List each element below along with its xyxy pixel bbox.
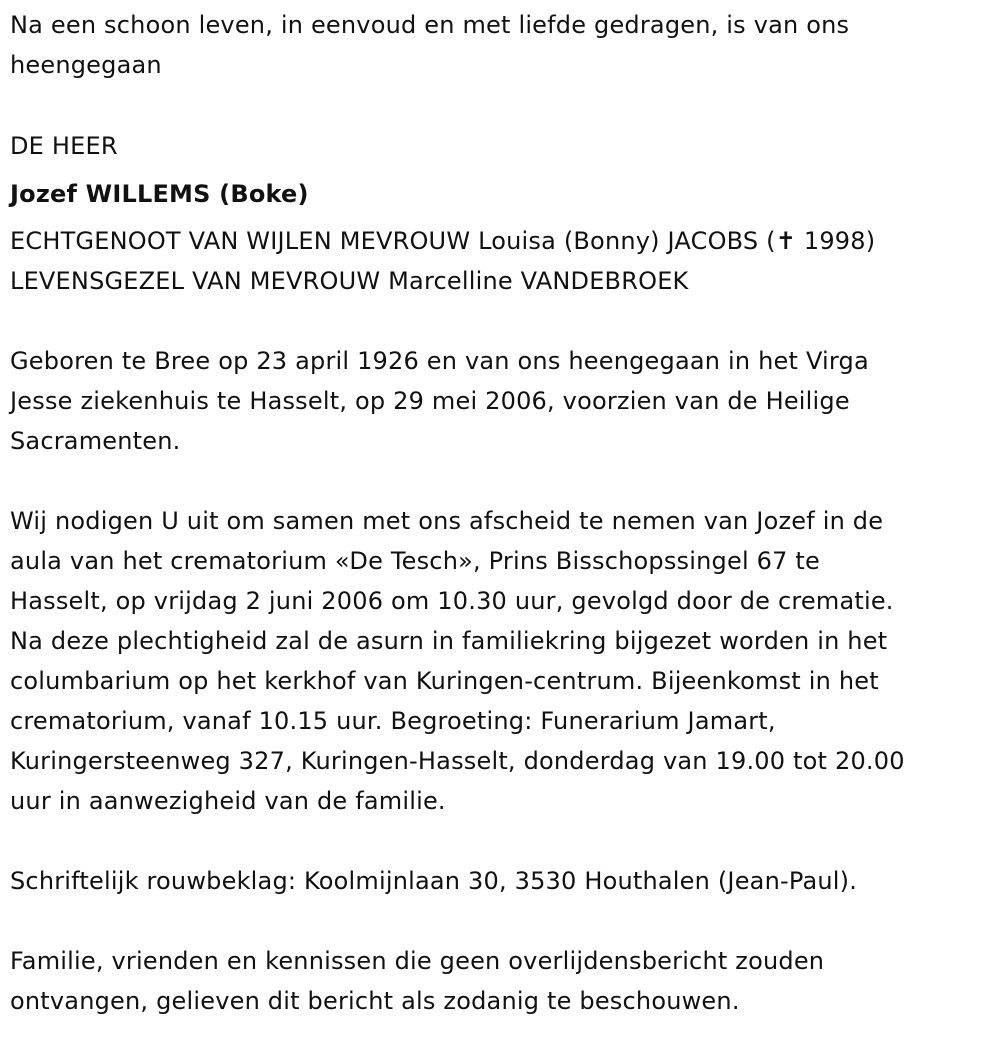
partner-line: LEVENSGEZEL VAN MEVROUW Marcelline VANDEBROEK	[10, 267, 689, 295]
ceremony-line-5: columbarium op het kerkhof van Kuringen-centrum. Bijeenkomst in het	[10, 667, 879, 695]
intro-line-1: Na een schoon leven, in eenvoud en met liefde gedragen, is van ons	[10, 11, 850, 39]
condolence-line: Schriftelijk rouwbeklag: Koolmijnlaan 30, 3530 Houthalen (Jean-Paul).	[10, 867, 858, 895]
ceremony-line-8: uur in aanwezigheid van de familie.	[10, 787, 446, 815]
ceremony-line-1: Wij nodigen U uit om samen met ons afscheid te nemen van Jozef in de	[10, 507, 884, 535]
ceremony-line-6: crematorium, vanaf 10.15 uur. Begroeting: Funerarium Jamart,	[10, 707, 776, 735]
title-heading: DE HEER	[10, 132, 118, 160]
ceremony-line-3: Hasselt, op vrijdag 2 juni 2006 om 10.30 uur, gevolgd door de crematie.	[10, 587, 894, 615]
birth-line-2: Jesse ziekenhuis te Hasselt, op 29 mei 2006, voorzien van de Heilige	[10, 387, 850, 415]
closing-line-2: ontvangen, gelieven dit bericht als zodanig te beschouwen.	[10, 987, 740, 1015]
closing-line-1: Familie, vrienden en kennissen die geen overlijdensbericht zouden	[10, 947, 825, 975]
deceased-name: Jozef WILLEMS (Boke)	[10, 180, 309, 208]
ceremony-line-2: aula van het crematorium «De Tesch», Prins Bisschopssingel 67 te	[10, 547, 820, 575]
ceremony-line-4: Na deze plechtigheid zal de asurn in familiekring bijgezet worden in het	[10, 627, 888, 655]
birth-line-3: Sacramenten.	[10, 427, 181, 455]
spouse-line: ECHTGENOOT VAN WIJLEN MEVROUW Louisa (Bonny) JACOBS (✝ 1998)	[10, 227, 876, 255]
intro-line-2: heengegaan	[10, 51, 162, 79]
ceremony-line-7: Kuringersteenweg 327, Kuringen-Hasselt, donderdag van 19.00 tot 20.00	[10, 747, 905, 775]
birth-line-1: Geboren te Bree op 23 april 1926 en van ons heengegaan in het Virga	[10, 347, 869, 375]
